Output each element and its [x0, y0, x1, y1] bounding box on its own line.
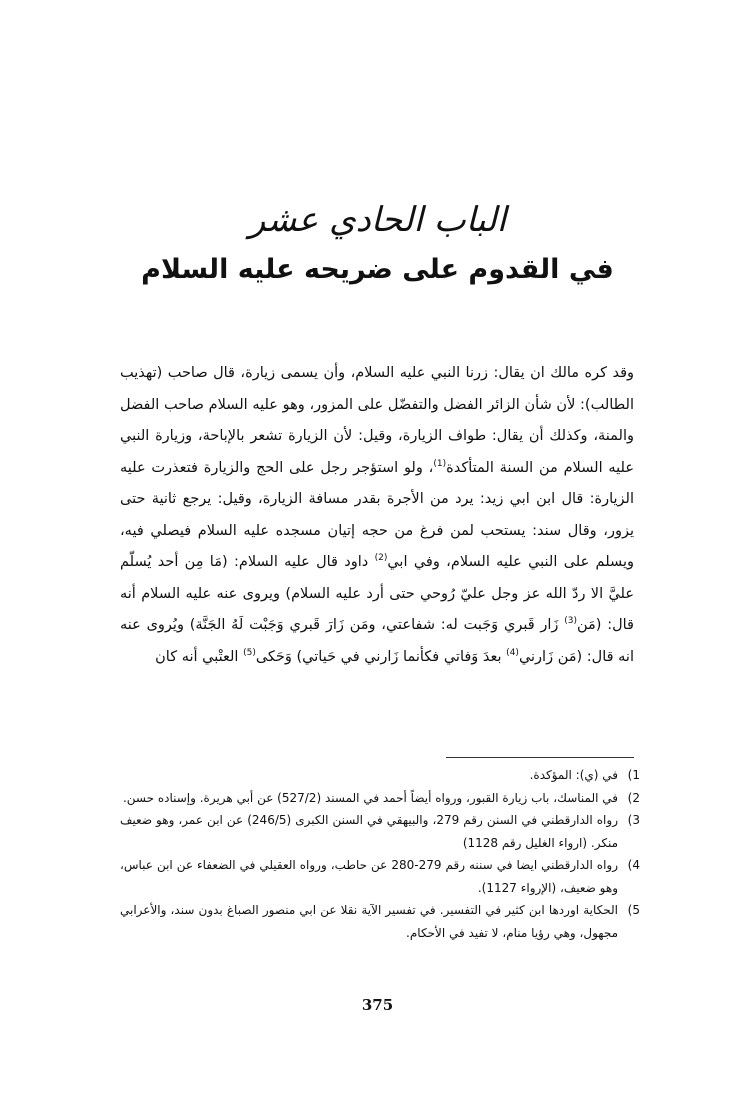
footnote-ref-4: (4) [506, 647, 519, 658]
footnote-ref-3: (3) [564, 616, 577, 627]
footnote-item [120, 764, 640, 787]
chapter-subtitle: في القدوم على ضريحه عليه السلام [141, 254, 614, 285]
footnote-item [120, 787, 640, 810]
text-run: ، ولو استؤجر رجل على الحج والزيارة فتعذرت عليه الزيارة: قال ابن ابي زيد: يرد من الأجرة بقدر مسافة الزيارة، وقيل: يرجع ثانية حتى يزور، وقال سند: يستحب لمن فرغ من حجه إتيان مسجده عليه السلام فيصلي فيه، ويسلم على النبي عليه السلام، وفي ابي [120, 459, 634, 570]
text-run: زَار قَبري وَجَبت له: شفاعتي، ومَن زَارَ قَبري وَجَبْت لَهُ الجَنَّة) ويُروى عنه انه قال: (مَن زَارني [120, 617, 634, 665]
page-number: 375 [361, 996, 394, 1014]
footnote-item [120, 854, 640, 899]
text-run: بعدَ وَفاتي فكأنما زَارني في حَياتي) وَحَكى [255, 648, 507, 665]
footnote-text: الحكاية اوردها ابن كثير في التفسير. في تفسير الآية نقلا عن ابي منصور الصباغ بدون سند، والأعرابي مجهول، وهي رؤيا منام، لا تفيد في الأحكام. [120, 903, 618, 940]
footnote-text: رواه الدارقطني في السنن رقم 279، والبيهقي في السنن الكبرى (246/5) عن ابن عمر، وهو ضعيف منكر. (ارواء الغليل رقم 1128) [120, 813, 618, 850]
footnote-text: في المناسك، باب زيارة القبور، ورواه أيضاً أحمد في المسند (527/2) عن أبي هريرة. وإسناده حسن. [122, 790, 618, 805]
text-run: العتْبي أنه كان [155, 648, 244, 665]
footnote-text: في (ي): المؤكدة. [529, 768, 618, 782]
footnote-number: 2) [627, 790, 640, 805]
footnote-number: 3) [627, 813, 640, 827]
footnote-ref-5: (5) [243, 647, 256, 658]
text-run: داود قال عليه السلام: (مَا مِن أحد يُسلّم عليَّ الا ردّ الله عز وجل عليّ رُوحي حتى أرد عليه السلام) ويروى عنه عليه السلام أنه قال: (مَن [120, 554, 634, 633]
footnote-number: 5) [627, 903, 640, 917]
paragraph [120, 358, 634, 673]
footnote-ref-2: (2) [374, 553, 388, 564]
footnote-text: رواه الدارقطني ايضا في سننه رقم 279-280 عن حاطب، ورواه العقيلي في الضعفاء عن ابن عباس، وهو ضعيف، (الإرواء 1127). [120, 858, 618, 895]
footnote-ref-1: (1) [433, 458, 447, 469]
text-run: وقد كره مالك ان يقال: زرنا النبي عليه السلام، وأن يسمى زيارة، قال صاحب (تهذيب الطالب): لأن شأن الزائر الفضل والتفضّل على المزور، وهو عليه السلام صاحب الفضل والمنة، وكذلك أن يقال: طواف الزيارة، وقيل: لأن الزيارة تشعر بالإباحة، وزيارة النبي عليه السلام من السنة المتأكدة [120, 365, 634, 476]
footnote-item [120, 809, 640, 854]
footnote-number: 4) [627, 858, 640, 872]
footnote-divider [446, 757, 634, 758]
footnotes [120, 764, 640, 944]
footnote-number: 1) [627, 768, 640, 782]
main-text [120, 358, 634, 673]
footnote-item [120, 899, 640, 944]
chapter-title: الباب الحادي عشر [248, 200, 507, 240]
